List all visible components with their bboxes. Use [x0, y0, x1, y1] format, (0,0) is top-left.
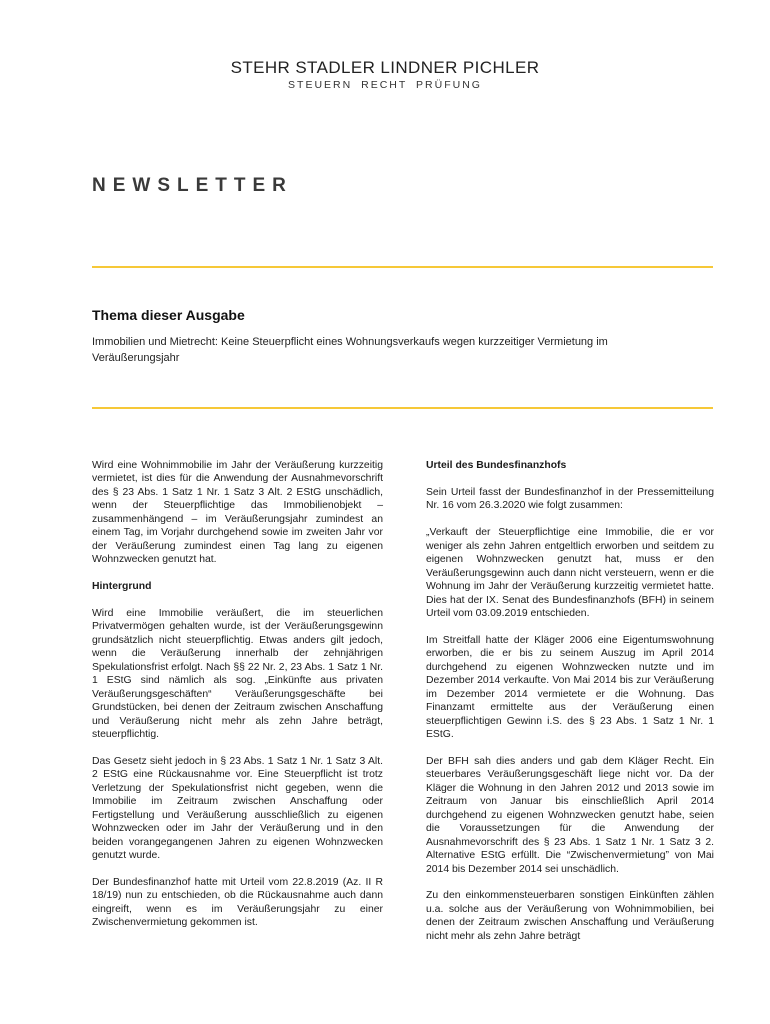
newsletter-title: NEWSLETTER [92, 175, 293, 196]
body-paragraph: Im Streitfall hatte der Kläger 2006 eine Eigentumswohnung erworben, die er bis zu seinem Auszug im April 2014 durchgehend zu eigenen Wohnzwecken nutzte und im Dezember 2014 verkaufte. Von Mai 2014 bis zur Veräußerung im Dezember 2014 vermietete er die Wohnung. Das Finanzamt ermittelte aus der Veräußerung einen steuerpflichtigen Gewinn i.S. des § 23 Abs. 1 Satz 1 Nr. 1 EStG. [426, 634, 714, 741]
section-heading-urteil: Urteil des Bundesfinanzhofs [426, 460, 567, 471]
body-paragraph: Der Bundesfinanzhof hatte mit Urteil vom 22.8.2019 (Az. II R 18/19) nun zu entschieden, ob die Rückausnahme auch dann eingreift, wenn es im Veräußerungsjahr zu einer Zwischenvermietung gekommen ist. [92, 876, 383, 929]
accent-divider-bottom [92, 407, 713, 409]
firm-header [0, 58, 770, 91]
right-column [426, 459, 714, 957]
intro-paragraph: Wird eine Wohnimmobilie im Jahr der Veräußerung kurzzeitig vermietet, ist dies für die Anwendung der Ausnahmevorschrift des § 23 Abs. 1 Satz 1 Nr. 1 Satz 3 Alt. 2 EStG unschädlich, wenn der Steuerpflichtige das Immobilienobjekt – zusammenhängend – im Veräußerungsjahr zumindest an einem Tag, im Vorjahr durchgehend sowie im zweiten Jahr vor der Veräußerung zumindest einen Tag lang zu eigenen Wohnzwecken genutzt hat. [92, 460, 383, 566]
firm-tagline: STEUERN RECHT PRÜFUNG [288, 79, 482, 91]
left-column [92, 459, 383, 943]
section-heading-hintergrund: Hintergrund [92, 581, 152, 593]
firm-name: STEHR STADLER LINDNER PICHLER [230, 58, 540, 77]
topic-heading: Thema dieser Ausgabe [92, 307, 245, 323]
body-paragraph: Zu den einkommensteuerbaren sonstigen Einkünften zählen u.a. solche aus der Veräußerung von Wohnimmobilien, bei denen der Zeitraum zwischen Anschaffung und Veräußerung nicht mehr als zehn Jahre beträgt [426, 890, 714, 942]
body-paragraph: Das Gesetz sieht jedoch in § 23 Abs. 1 Satz 1 Nr. 1 Satz 3 Alt. 2 EStG eine Rückausnahme vor. Eine Steuerpflicht ist trotz Verletzung der Spekulationsfrist nicht gegeben, wenn die Immobilie im Zeitraum zwischen Anschaffung oder Fertigstellung und Veräußerung ausschließlich zu eigenen Wohnzwecken oder im Jahr der Veräußerung und in den beiden vorangegangenen Jahren zu eigenen Wohnzwecken genutzt wurde. [92, 755, 383, 862]
topic-text: Immobilien und Mietrecht: Keine Steuerpflicht eines Wohnungsverkaufs wegen kurzzeitiger Vermietung im Veräußerungsjahr [92, 336, 608, 364]
body-paragraph: Der BFH sah dies anders und gab dem Kläger Recht. Ein steuerbares Veräußerungsgeschäft liege nicht vor. Da der Kläger die Wohnung in den Jahren 2012 und 2013 sowie im Zeitraum von Januar bis einschließlich April 2014 durchgehend zu eigenen Wohnzwecken genutzt habe, seien die Voraussetzungen für die Anwendung der Ausnahmevorschrift des § 23 Abs. 1 Satz 1 Nr. 1 Satz 3 2. Alternative EStG erfüllt. Die “Zwischenvermietung” von Mai 2014 bis Dezember 2014 sei unschädlich. [426, 755, 714, 875]
accent-divider-top [92, 266, 713, 268]
quote-paragraph: „Verkauft der Steuerpflichtige eine Immobilie, die er vor weniger als zehn Jahren entgeltlich erworben und seitdem zu eigenen Wohnzwecken genutzt hat, muss er den Veräußerungsgewinn auch dann nicht versteuern, wenn er die Wohnung im Jahr der Veräußerung kurzzeitig vermietet hatte. Dies hat der IX. Senat des Bundesfinanzhofs (BFH) in seinem Urteil vom 03.09.2019 entschieden. [426, 527, 714, 619]
body-paragraph: Wird eine Immobilie veräußert, die im steuerlichen Privatvermögen gehalten wurde, ist der Veräußerungsgewinn grundsätzlich nicht steuerpflichtig. Etwas anders gilt jedoch, wenn die Veräußerung innerhalb der zehnjährigen Spekulationsfrist erfolgt. Nach §§ 22 Nr. 2, 23 Abs. 1 Satz 1 Nr. 1 EStG sind nämlich als sog. „Einkünfte aus privaten Veräußerungsgeschäften“ Veräußerungsgeschäfte bei Grundstücken, bei denen der Zeitraum zwischen Anschaffung und Veräußerung nicht mehr als zehn Jahre beträgt, steuerpflichtig. [92, 607, 383, 741]
body-paragraph: Sein Urteil fasst der Bundesfinanzhof in der Pressemitteilung Nr. 16 vom 26.3.2020 wie folgt zusammen: [426, 486, 714, 512]
